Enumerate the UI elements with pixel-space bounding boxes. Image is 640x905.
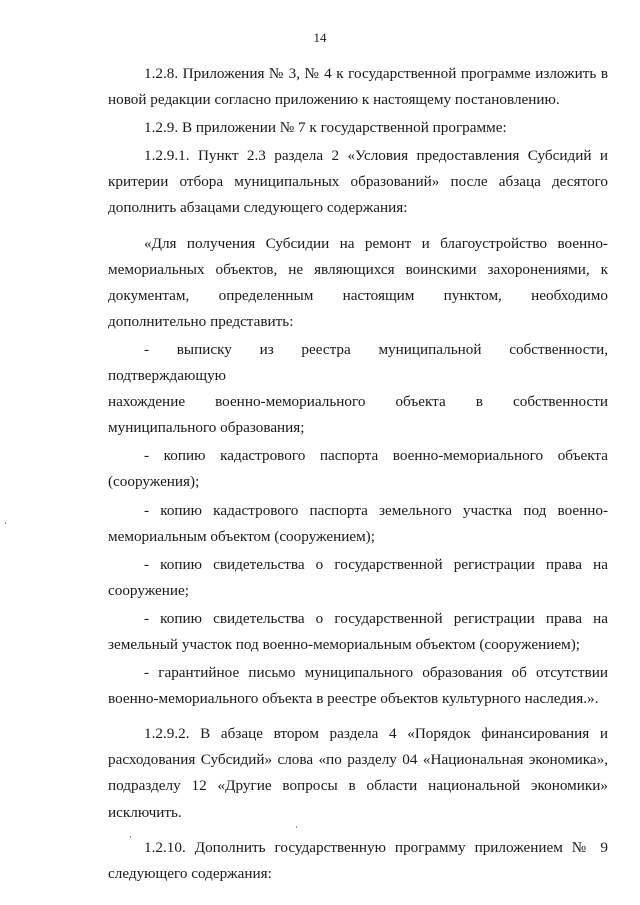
- paragraph-1-2-9: 1.2.9. В приложении № 7 к государственной программе:: [144, 119, 507, 137]
- paragraph-1-2-8: 1.2.8. Приложения № 3, № 4 к государственной программе изложить в новой редакции согласно приложению к настоящему постановлению.: [108, 65, 608, 109]
- bullet-guarantee-letter: - гарантийное письмо муниципального образования об отсутствии военно-мемориального объекта в реестре объектов культурного наследия.».: [108, 664, 608, 708]
- bullet-line: муниципального образования;: [108, 419, 305, 437]
- paragraph-1-2-9-1: 1.2.9.1. Пункт 2.3 раздела 2 «Условия предоставления Субсидий и критерии отбора муниципальных образований» после абзаца десятого дополнить абзацами следующего содержания:: [108, 147, 608, 217]
- bullet-line: нахождение военно-мемориального объекта в собственности: [108, 393, 608, 411]
- bullet-cadastral-object: - копию кадастрового паспорта военно-мемориального объекта (сооружения);: [108, 447, 608, 491]
- bullet-extract-registry: [108, 337, 608, 441]
- paragraph-1-2-9-2: 1.2.9.2. В абзаце втором раздела 4 «Порядок финансирования и расходования Субсидий» слова «по разделу 04 «Национальная экономика», подразделу 12 «Другие вопросы в области национальной экономики» исключить.: [108, 725, 608, 821]
- bullet-line: - выписку из реестра муниципальной собственности, подтверждающую: [108, 340, 608, 385]
- quoted-paragraph: «Для получения Субсидии на ремонт и благоустройство военно-мемориальных объектов, не являющихся воинскими захоронениями, к документам, определенным настоящим пунктом, необходимо дополнительно представить:: [108, 234, 608, 330]
- bullet-certificate-land: - копию свидетельства о государственной регистрации права на земельный участок под военно-мемориальным объектом (сооружением);: [108, 609, 608, 653]
- scan-artifact: [296, 826, 297, 828]
- page-number: 14: [313, 30, 327, 45]
- bullet-cadastral-land: - копию кадастрового паспорта земельного участка под военно-мемориальным объектом (сооружением);: [108, 501, 608, 545]
- scan-artifact: [5, 522, 6, 524]
- document-body: [108, 61, 608, 887]
- bullet-certificate-structure: - копию свидетельства о государственной регистрации права на сооружение;: [108, 555, 608, 599]
- paragraph-1-2-10: 1.2.10. Дополнить государственную программу приложением № 9 следующего содержания:: [108, 838, 608, 882]
- scan-artifact: [130, 836, 131, 838]
